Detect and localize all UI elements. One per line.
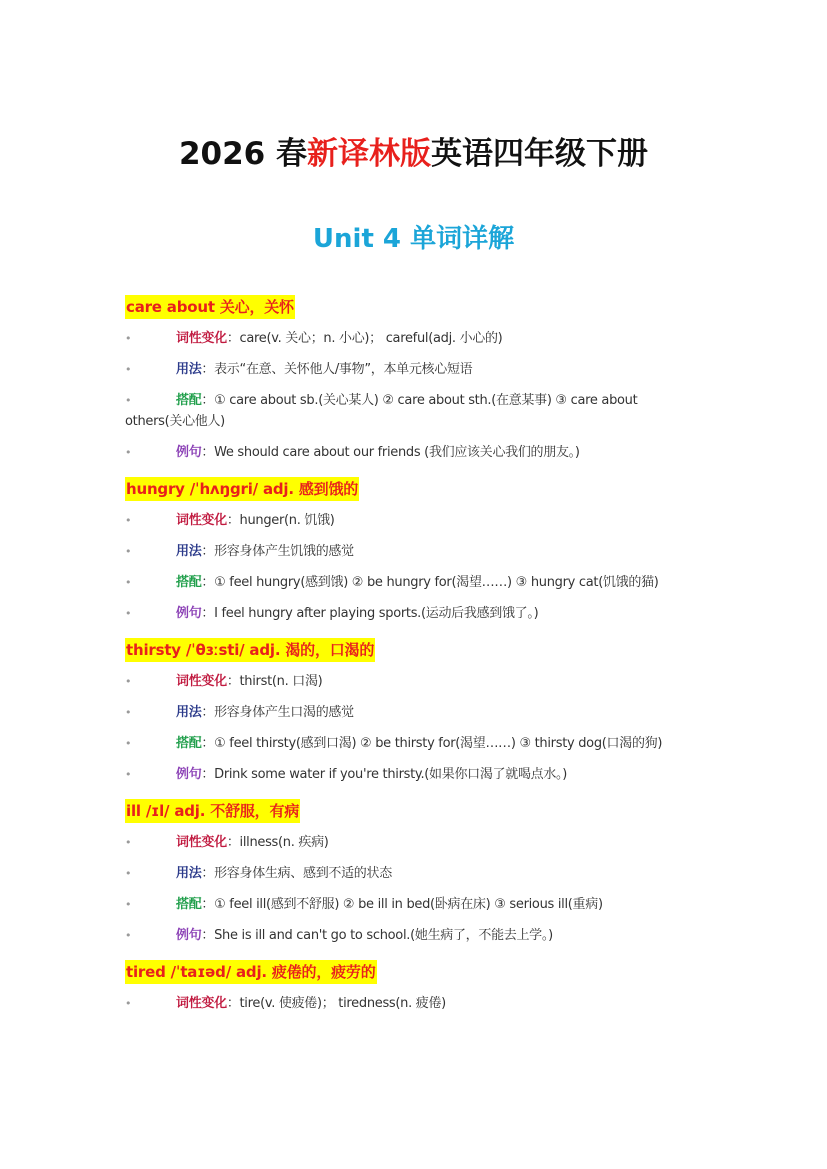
document-title [0, 128, 827, 173]
detail-text: ：形容身体产生口渴的感觉 [201, 705, 354, 720]
detail-item-collocations [125, 572, 695, 593]
word-entry [125, 799, 695, 946]
bullet-icon: • [125, 576, 132, 589]
detail-text: ：care(v. 关心；n. 小心)； careful(adj. 小心的) [226, 331, 503, 346]
detail-text: ：形容身体产生饥饿的感觉 [201, 544, 354, 559]
bullet-icon: • [125, 675, 132, 688]
bullet-icon: • [125, 737, 132, 750]
title-edition: 新译林版 [307, 136, 432, 172]
word-entry [125, 477, 695, 624]
bullet-icon: • [125, 607, 132, 620]
detail-item-collocations [125, 390, 695, 432]
detail-text: ：① feel thirsty(感到口渴) ② be thirsty for(渴望……) ③ thirsty dog(口渴的狗) [201, 736, 663, 751]
detail-text: ：① feel hungry(感到饿) ② be hungry for(渴望……) ③ hungry cat(饥饿的猫) [201, 575, 659, 590]
detail-label: 例句 [176, 606, 202, 621]
detail-text: ：illness(n. 疾病) [226, 835, 329, 850]
detail-list [125, 671, 695, 785]
detail-item-example-sentence [125, 925, 695, 946]
bullet-icon: • [125, 768, 132, 781]
detail-text: ：tire(v. 使疲倦)； tiredness(n. 疲倦) [226, 996, 446, 1011]
detail-text: ：thirst(n. 口渴) [226, 674, 323, 689]
detail-text: ：I feel hungry after playing sports.(运动后我感到饿了。) [201, 606, 539, 621]
detail-item-word-forms [125, 671, 695, 692]
bullet-icon: • [125, 898, 132, 911]
detail-item-word-forms [125, 510, 695, 531]
detail-list [125, 510, 695, 624]
detail-list [125, 832, 695, 946]
word-headline: ill /ɪl/ adj. 不舒服，有病 [125, 799, 300, 823]
detail-label: 搭配 [176, 393, 202, 408]
detail-label: 用法 [176, 362, 202, 377]
detail-text: ：She is ill and can't go to school.(她生病了，不能去上学。) [201, 928, 553, 943]
bullet-icon: • [125, 332, 132, 345]
bullet-icon: • [125, 363, 132, 376]
word-headline: tired /ˈtaɪəd/ adj. 疲倦的，疲劳的 [125, 960, 377, 984]
word-headline: hungry /ˈhʌŋgri/ adj. 感到饿的 [125, 477, 359, 501]
detail-item-word-forms [125, 328, 695, 349]
word-entry [125, 295, 695, 463]
bullet-icon: • [125, 836, 132, 849]
bullet-icon: • [125, 545, 132, 558]
bullet-icon: • [125, 706, 132, 719]
bullet-icon: • [125, 867, 132, 880]
detail-text: ：表示“在意、关怀他人/事物”，本单元核心短语 [201, 362, 473, 377]
bullet-icon: • [125, 929, 132, 942]
detail-label: 搭配 [176, 575, 202, 590]
detail-text: ：形容身体生病、感到不适的状态 [201, 866, 392, 881]
detail-label: 搭配 [176, 897, 202, 912]
detail-label: 词性变化 [176, 996, 227, 1011]
detail-text: ：hunger(n. 饥饿) [226, 513, 335, 528]
word-headline: care about 关心，关怀 [125, 295, 295, 319]
detail-item-usage [125, 541, 695, 562]
detail-text: ：We should care about our friends (我们应该关心我们的朋友。) [201, 445, 580, 460]
word-entry [125, 960, 695, 1014]
detail-label: 词性变化 [176, 513, 227, 528]
bullet-icon: • [125, 394, 132, 407]
detail-item-example-sentence [125, 442, 695, 463]
detail-item-collocations [125, 733, 695, 754]
detail-label: 用法 [176, 544, 202, 559]
detail-label: 搭配 [176, 736, 202, 751]
detail-label: 词性变化 [176, 331, 227, 346]
detail-item-usage [125, 359, 695, 380]
detail-label: 例句 [176, 445, 202, 460]
detail-item-collocations [125, 894, 695, 915]
detail-text: ：① feel ill(感到不舒服) ② be ill in bed(卧病在床) ③ serious ill(重病) [201, 897, 603, 912]
word-list [125, 295, 695, 1028]
detail-label: 用法 [176, 866, 202, 881]
bullet-icon: • [125, 997, 132, 1010]
detail-item-word-forms [125, 993, 695, 1014]
bullet-icon: • [125, 514, 132, 527]
detail-text: ：① care about sb.(关心某人) ② care about sth.(在意某事) ③ care about others(关心他人) [125, 393, 638, 429]
word-headline: thirsty /ˈθɜːsti/ adj. 渴的，口渴的 [125, 638, 375, 662]
detail-list [125, 328, 695, 463]
detail-list [125, 993, 695, 1014]
detail-label: 例句 [176, 928, 202, 943]
detail-text: ：Drink some water if you're thirsty.(如果你口渴了就喝点水。) [201, 767, 568, 782]
bullet-icon: • [125, 446, 132, 459]
detail-item-usage [125, 863, 695, 884]
detail-item-word-forms [125, 832, 695, 853]
unit-heading: Unit 4 单词详解 [312, 224, 515, 254]
detail-item-example-sentence [125, 764, 695, 785]
detail-item-example-sentence [125, 603, 695, 624]
detail-label: 用法 [176, 705, 202, 720]
detail-label: 词性变化 [176, 835, 227, 850]
title-book: 英语四年级下册 [431, 136, 649, 172]
title-year: 2026 春 [178, 136, 308, 172]
detail-label: 词性变化 [176, 674, 227, 689]
detail-item-usage [125, 702, 695, 723]
detail-label: 例句 [176, 767, 202, 782]
word-entry [125, 638, 695, 785]
